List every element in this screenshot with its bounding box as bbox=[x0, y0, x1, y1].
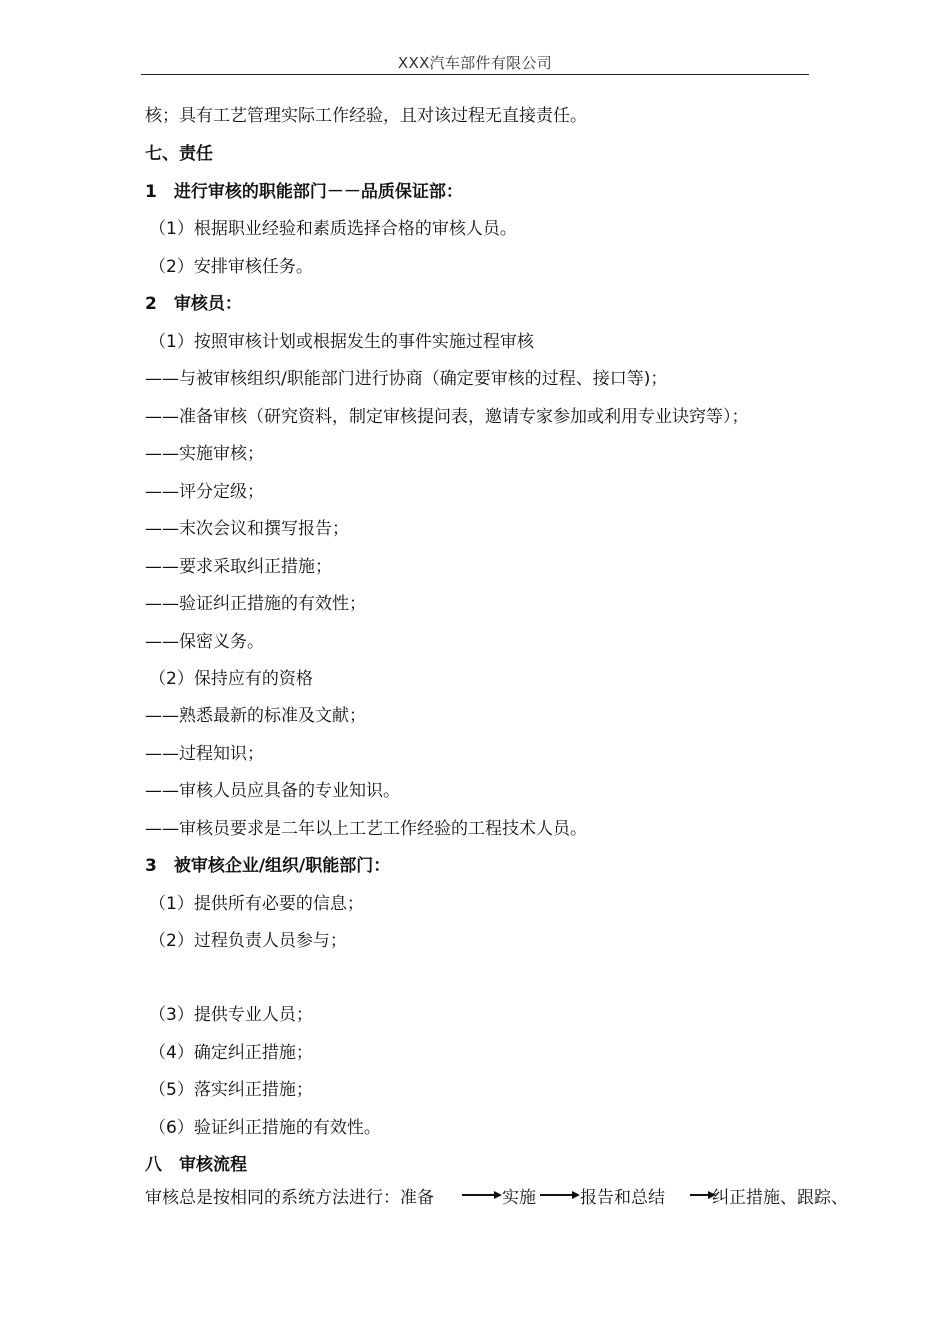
dash-item: ——要求采取纠正措施； bbox=[145, 557, 332, 577]
dash-item: ——熟悉最新的标准及文献； bbox=[145, 706, 366, 726]
dash-item: ——实施审核； bbox=[145, 444, 264, 464]
section-heading-responsibility: 七、责任 bbox=[145, 144, 213, 164]
subsection-heading-auditor: 2 审核员： bbox=[145, 294, 242, 314]
list-item: （1）提供所有必要的信息； bbox=[149, 894, 364, 914]
list-item: （1）按照审核计划或根据发生的事件实施过程审核 bbox=[149, 332, 534, 352]
subsection-heading-auditee: 3 被审核企业/组织/职能部门： bbox=[145, 856, 391, 876]
list-item: （6）验证纠正措施的有效性。 bbox=[149, 1118, 381, 1138]
list-item: （5）落实纠正措施； bbox=[149, 1080, 313, 1100]
header-divider bbox=[141, 74, 809, 75]
list-item: （3）提供专业人员； bbox=[149, 1005, 313, 1025]
list-item: （2）保持应有的资格 bbox=[149, 669, 313, 689]
flow-step-report: 报告和总结 bbox=[580, 1188, 665, 1208]
flow-step-implement: 实施 bbox=[502, 1188, 536, 1208]
list-item: （2）安排审核任务。 bbox=[149, 257, 313, 277]
dash-item: ——与被审核组织/职能部门进行协商（确定要审核的过程、接口等)； bbox=[145, 369, 668, 389]
flow-intro-text: 审核总是按相同的系统方法进行：准备 bbox=[145, 1188, 434, 1208]
dash-item: ——准备审核（研究资料，制定审核提问表，邀请专家参加或利用专业诀窍等）； bbox=[145, 407, 749, 427]
list-item: （2）过程负责人员参与； bbox=[149, 931, 347, 951]
flow-arrow-icon bbox=[540, 1191, 580, 1199]
subsection-heading-audit-department: 1 进行审核的职能部门－－品质保证部： bbox=[145, 182, 463, 202]
dash-item: ——评分定级； bbox=[145, 482, 264, 502]
page-header-company: XXX汽车部件有限公司 bbox=[397, 54, 553, 72]
flow-step-corrective: 纠正措施、跟踪、 bbox=[712, 1188, 848, 1208]
flow-arrow-icon bbox=[462, 1191, 502, 1199]
list-item: （4）确定纠正措施； bbox=[149, 1043, 313, 1063]
list-item: （1）根据职业经验和素质选择合格的审核人员。 bbox=[149, 219, 517, 239]
section-heading-audit-process: 八 审核流程 bbox=[145, 1155, 247, 1175]
dash-item: ——审核员要求是二年以上工艺工作经验的工程技术人员。 bbox=[145, 819, 587, 839]
dash-item: ——过程知识； bbox=[145, 744, 264, 764]
dash-item: ——验证纠正措施的有效性； bbox=[145, 594, 366, 614]
dash-item: ——末次会议和撰写报告； bbox=[145, 519, 349, 539]
dash-item: ——保密义务。 bbox=[145, 632, 264, 652]
paragraph-continuation: 核；具有工艺管理实际工作经验，且对该过程无直接责任。 bbox=[145, 106, 587, 126]
dash-item: ——审核人员应具备的专业知识。 bbox=[145, 781, 400, 801]
